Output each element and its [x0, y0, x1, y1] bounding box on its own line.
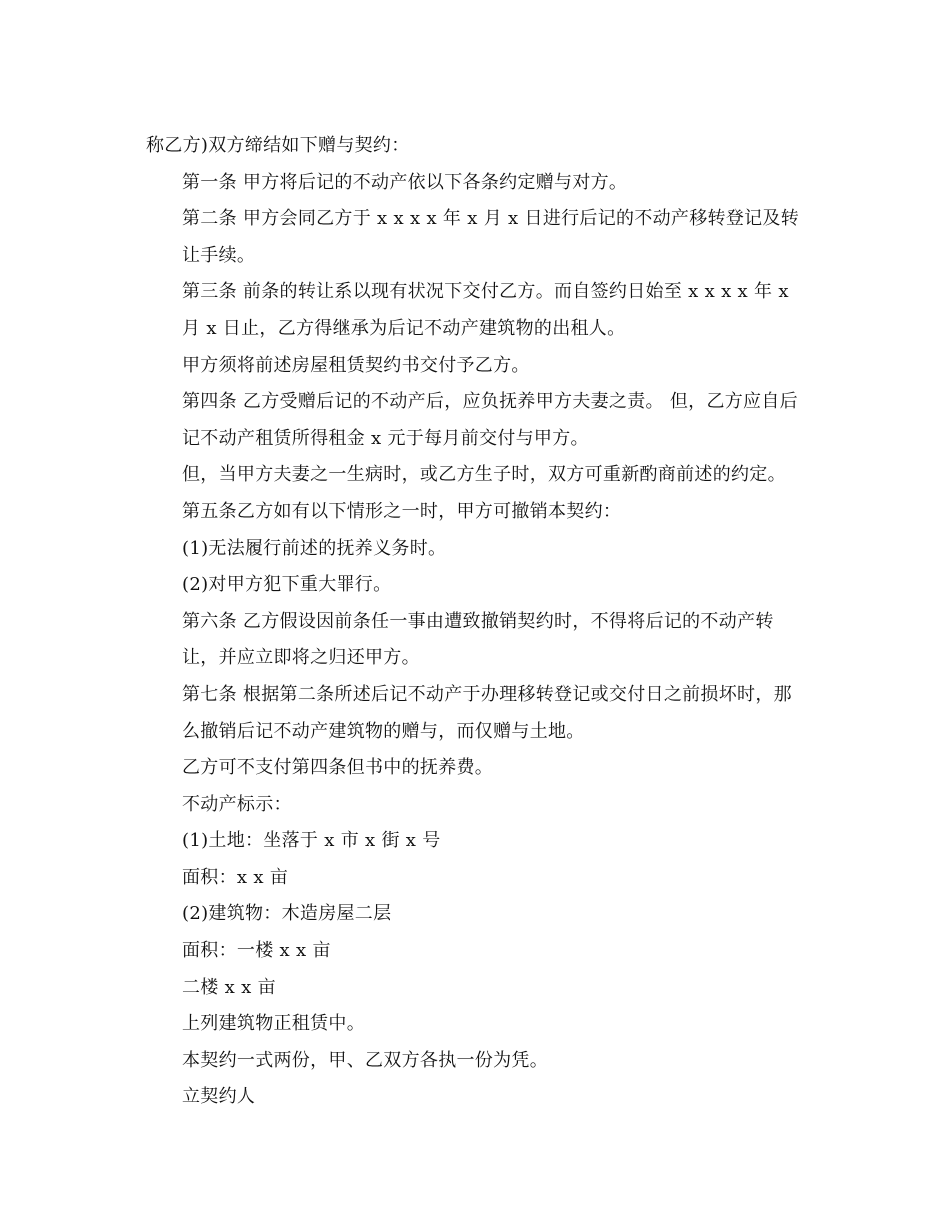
contract-paragraph [146, 823, 816, 860]
paragraph-line: 第五条乙方如有以下情形之一时，甲方可撤销本契约： [182, 500, 622, 522]
contract-paragraph [146, 1079, 816, 1116]
contract-paragraph [146, 494, 816, 531]
contract-paragraph [146, 787, 816, 824]
paragraph-line: (1)无法履行前述的抚养义务时。 [182, 537, 447, 559]
contract-paragraph [146, 970, 816, 1007]
paragraph-line: 月 x 日止，乙方得继承为后记不动产建筑物的出租人。 [182, 317, 626, 339]
paragraph-line: 立契约人 [182, 1086, 256, 1108]
contract-paragraph [146, 1043, 816, 1080]
paragraph-line: 第四条 乙方受赠后记的不动产后，应负抚养甲方夫妻之责。 但，乙方应自后 [182, 391, 798, 413]
paragraph-line: 第一条 甲方将后记的不动产依以下各条约定赠与对方。 [182, 171, 628, 193]
paragraph-line: 面积：x x 亩 [182, 866, 289, 888]
paragraph-line: 记不动产租赁所得租金 x 元于每月前交付与甲方。 [182, 427, 589, 449]
paragraph-line: 乙方可不支付第四条但书中的抚养费。 [182, 757, 494, 779]
contract-paragraph [146, 348, 816, 385]
contract-paragraph [146, 604, 816, 677]
contract-paragraph [146, 274, 816, 347]
paragraph-line: (1)土地：坐落于 x 市 x 街 x 号 [182, 830, 441, 852]
paragraph-line: 本契约一式两份，甲、乙双方各执一份为凭。 [182, 1049, 548, 1071]
contract-paragraph [146, 896, 816, 933]
paragraph-line: 但，当甲方夫妻之一生病时，或乙方生子时，双方可重新酌商前述的约定。 [182, 464, 786, 486]
paragraph-line: 让手续。 [182, 244, 256, 266]
contract-paragraph [146, 860, 816, 897]
paragraph-line: (2)建筑物：木造房屋二层 [182, 903, 392, 925]
paragraph-line: 不动产标示： [182, 793, 292, 815]
contract-paragraph [146, 567, 816, 604]
contract-paragraph [146, 677, 816, 750]
contract-paragraph [146, 384, 816, 457]
paragraph-line: 称乙方)双方缔结如下赠与契约： [146, 135, 410, 156]
paragraph-line: 让，并应立即将之归还甲方。 [182, 647, 420, 669]
paragraph-line: (2)对甲方犯下重大罪行。 [182, 574, 392, 596]
contract-paragraph [146, 128, 816, 165]
paragraph-line: 第三条 前条的转让系以现有状况下交付乙方。而自签约日始至 x x x x 年 x [182, 281, 789, 303]
paragraph-line: 二楼 x x 亩 [182, 976, 276, 998]
paragraph-line: 第七条 根据第二条所述后记不动产于办理移转登记或交付日之前损坏时，那 [182, 683, 792, 705]
contract-paragraph [146, 457, 816, 494]
contract-paragraph [146, 1006, 816, 1043]
contract-paragraph [146, 750, 816, 787]
paragraph-line: 甲方须将前述房屋租赁契约书交付予乙方。 [182, 354, 530, 376]
contract-body [146, 128, 816, 1116]
contract-paragraph [146, 165, 816, 202]
paragraph-line: 第六条 乙方假设因前条任一事由遭致撤销契约时，不得将后记的不动产转 [182, 610, 774, 632]
paragraph-line: 么撤销后记不动产建筑物的赠与，而仅赠与土地。 [182, 720, 585, 742]
contract-paragraph [146, 531, 816, 568]
paragraph-line: 上列建筑物正租赁中。 [182, 1013, 365, 1035]
paragraph-line: 第二条 甲方会同乙方于 x x x x 年 x 月 x 日进行后记的不动产移转登记及转 [182, 208, 800, 230]
contract-paragraph [146, 933, 816, 970]
contract-paragraph [146, 201, 816, 274]
paragraph-line: 面积：一楼 x x 亩 [182, 940, 331, 962]
